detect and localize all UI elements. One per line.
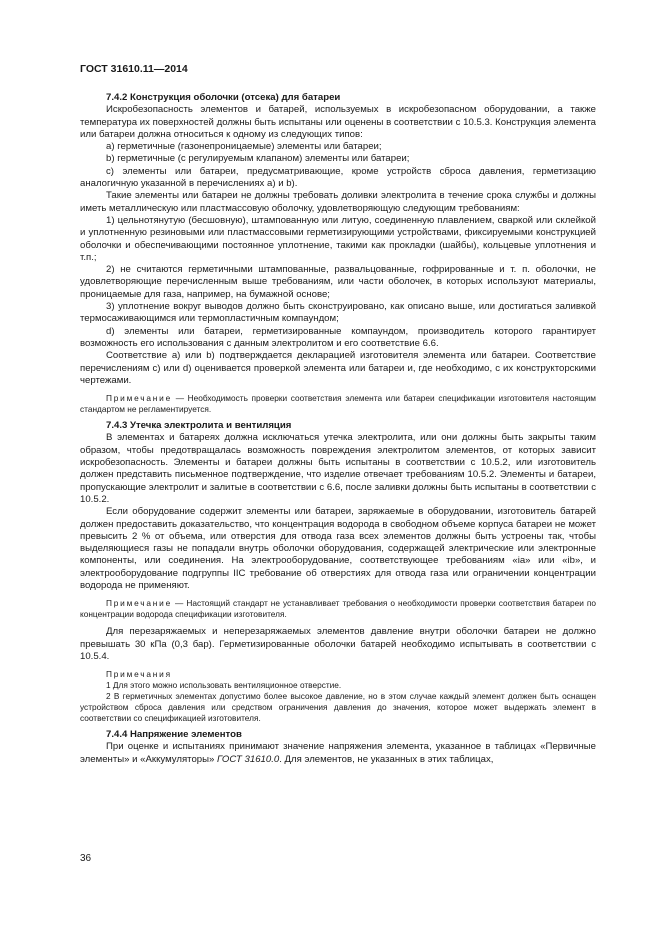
page-number: 36 [80,853,92,864]
note-text: — Настоящий стандарт не устанавливает требования о необходимости проверки соответствия батареи по концентрации водорода спецификации изготовителя. [80,598,596,620]
section-heading-7-4-2: 7.4.2 Конструкция оболочки (отсека) для батареи [106,92,341,103]
list-item-c: c) элементы или батареи, предусматривающие, кроме устройств сброса давления, герметизацию аналогичную указанной в перечислениях a) и b). [80,165,596,190]
list-item-3: 3) уплотнение вокруг выводов должно быть сконструировано, как описано выше, или достигаться заливкой термосаживающимся или термопластичным компаундом; [80,301,596,325]
paragraph-text: . Для элементов, не указанных в этих таблицах, [279,753,494,765]
paragraph [80,741,596,766]
list-item-1: 1) цельнотянутую (бесшовную), штампованную или литую, соединенную плавлением, сваркой или склейкой и уплотненную резиновыми или пластмассовыми герметизирующими устройствами, фиксируемыми конструкцией оболочки и обеспечивающими постоянное уплотнение, такими как прокладки (шайбы), кольцевые уплотнения и т.п.; [80,214,596,263]
paragraph: Такие элементы или батареи не должны требовать доливки электролита в течение срока службы и должны иметь металлическую или пластмассовую оболочку, удовлетворяющую следующим требованиям: [80,190,596,214]
paragraph-text: При оценке и испытаниях принимают значение напряжения элемента, указанное в таблицах «Первичные элементы» и «Аккумуляторы» [80,741,596,765]
note-item-1: 1 Для этого можно использовать вентиляционное отверстие. [106,680,342,691]
note-text: — Необходимость проверки соответствия элемента или батареи спецификации изготовителя настоящим стандартом не регламентируется. [80,393,596,415]
notes-label: Примечания [106,669,172,680]
note [80,393,596,415]
section-heading-7-4-3: 7.4.3 Утечка электролита и вентиляция [106,420,292,432]
paragraph: В элементах и батареях должна исключаться утечка электролита, или они должны быть закрыты таким образом, чтобы предотвращалась возможность повреждения электролитом элементов, от которых зависит искробезопасность. Элементы и батареи должны быть испытаны в соответствии с 10.5.2, или изготовитель должен представить письменное подтверждение, что изделие отвечает требованиям 10.5.2. Элементы и батареи, пропускающие электролит и залитые в соответствии с 6.6, после заливки должны быть испытаны в соответствии с 10.5.2. [80,432,596,505]
note-label: Примечание [106,393,173,404]
paragraph: Для перезаряжаемых и неперезаряжаемых элементов давление внутри оболочки батареи не должно превышать 30 кПа (0,3 бар). Герметизированные оболочки батарей необходимо испытывать в соответствии с 10.5.4. [80,626,596,662]
section-heading-7-4-4: 7.4.4 Напряжение элементов [106,729,242,741]
paragraph: Если оборудование содержит элементы или батареи, заряжаемые в оборудовании, изготовитель батарей должен предоставить доказательство, что концентрация водорода в свободном объеме корпуса батареи не может превысить 2 % от объема, или отверстия для отвода газа всех элементов должны быть устроены так, чтобы выделяющиеся газы не попадали внутрь оболочки оборудования, содержащей электрические или электронные компоненты, или соединения. На электрооборудование, соответствующее требованиям «ia» или «ib», и электрооборудование подгруппы IIC требование об отверстиях для отвода газа или ограничении концентрации водорода не применяют. [80,506,596,591]
note-item-2: 2 В герметичных элементах допустимо более высокое давление, но в этом случае каждый элемент должен быть оснащен устройством сброса давления или средством ограничения давления до значения, которое может выдержать элемент в соответствии со спецификацией изготовителя. [80,691,596,724]
notes-heading [80,669,596,680]
list-item-d: d) элементы или батареи, герметизированные компаундом, производитель которого гарантирует возможность его использования с данным электролитом и его соответствие 6.6. [80,325,596,349]
document-body [80,92,596,766]
list-item-2: 2) не считаются герметичными штампованные, развальцованные, гофрированные и т. п. оболочки, не удовлетворяющие перечисленным выше требованиям, или части оболочек, в которых используют материалы, проницаемые для газа, например, на бумажной основе; [80,264,596,300]
list-item-b: b) герметичные (с регулируемым клапаном) элементы или батареи; [106,153,410,165]
document-header-standard-number: ГОСТ 31610.11—2014 [80,63,188,75]
standard-reference: ГОСТ 31610.0 [217,753,280,765]
note [80,598,596,620]
paragraph: Искробезопасность элементов и батарей, используемых в искробезопасном оборудовании, а также температура их поверхностей должны быть испытаны или оценены в соответствии с 10.5.3. Конструкция элемента или батареи должна относиться к одному из следующих типов: [80,104,596,140]
paragraph: Соответствие a) или b) подтверждается декларацией изготовителя элемента или батареи. Соответствие перечислениям c) или d) оценивается проверкой элемента или батареи и, где необходимо, с их конструкторскими чертежами. [80,350,596,386]
note-label: Примечание [106,598,173,609]
list-item-a: a) герметичные (газонепроницаемые) элементы или батареи; [106,141,382,153]
